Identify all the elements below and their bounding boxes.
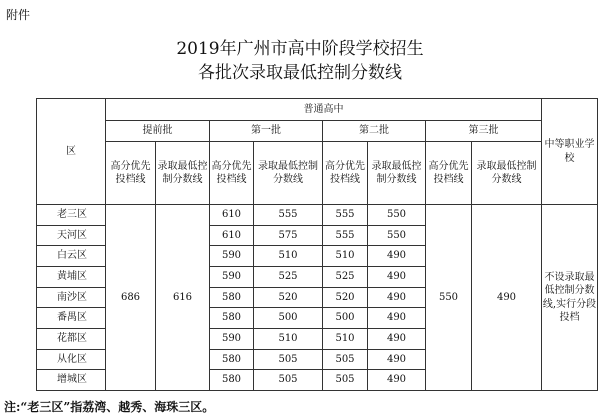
second-priority-value: 500 bbox=[323, 308, 368, 329]
first-min-value: 575 bbox=[254, 225, 323, 246]
district-cell: 南沙区 bbox=[37, 287, 106, 308]
early-min-col-header: 录取最低控制分数线 bbox=[156, 142, 210, 205]
second-priority-value: 510 bbox=[323, 246, 368, 267]
document-title-line2: 各批次录取最低控制分数线 bbox=[198, 63, 402, 83]
first-priority-value: 590 bbox=[210, 266, 254, 287]
footnote: 注:“老三区”指荔湾、越秀、海珠三区。 bbox=[4, 400, 215, 414]
first-min-value: 555 bbox=[254, 205, 323, 226]
first-min-value: 510 bbox=[254, 246, 323, 267]
first-min-value: 505 bbox=[254, 370, 323, 391]
second-min-value: 490 bbox=[368, 287, 426, 308]
second-priority-value: 555 bbox=[323, 225, 368, 246]
vocational-note: 不设录取最低控制分数线,实行分段投档 bbox=[542, 205, 598, 391]
first-priority-value: 610 bbox=[210, 225, 254, 246]
second-min-value: 490 bbox=[368, 246, 426, 267]
second-priority-value: 505 bbox=[323, 370, 368, 391]
early-priority-value: 686 bbox=[106, 205, 156, 391]
early-priority-col-header: 高分优先投档线 bbox=[106, 142, 156, 205]
second-min-value: 490 bbox=[368, 370, 426, 391]
first-min-col-header: 录取最低控制分数线 bbox=[254, 142, 323, 205]
second-min-col-header: 录取最低控制分数线 bbox=[368, 142, 426, 205]
third-min-col-header: 录取最低控制分数线 bbox=[472, 142, 542, 205]
first-min-value: 500 bbox=[254, 308, 323, 329]
second-priority-value: 520 bbox=[323, 287, 368, 308]
attachment-label: 附件 bbox=[6, 8, 31, 22]
district-cell: 番禺区 bbox=[37, 308, 106, 329]
first-priority-value: 590 bbox=[210, 328, 254, 349]
second-min-value: 550 bbox=[368, 225, 426, 246]
district-cell: 花都区 bbox=[37, 328, 106, 349]
second-min-value: 490 bbox=[368, 308, 426, 329]
third-priority-value: 550 bbox=[426, 205, 472, 391]
second-priority-value: 555 bbox=[323, 205, 368, 226]
batch-second-header: 第二批 bbox=[323, 121, 426, 142]
first-min-value: 520 bbox=[254, 287, 323, 308]
second-priority-col-header: 高分优先投档线 bbox=[323, 142, 368, 205]
first-priority-value: 580 bbox=[210, 308, 254, 329]
first-priority-value: 580 bbox=[210, 349, 254, 370]
table-row bbox=[37, 205, 598, 226]
batch-third-header: 第三批 bbox=[426, 121, 542, 142]
first-priority-value: 590 bbox=[210, 246, 254, 267]
district-cell: 天河区 bbox=[37, 225, 106, 246]
first-min-value: 505 bbox=[254, 349, 323, 370]
first-priority-value: 580 bbox=[210, 370, 254, 391]
vocational-school-header: 中等职业学校 bbox=[542, 99, 598, 205]
second-min-value: 490 bbox=[368, 349, 426, 370]
first-priority-col-header: 高分优先投档线 bbox=[210, 142, 254, 205]
batch-first-header: 第一批 bbox=[210, 121, 323, 142]
first-min-value: 525 bbox=[254, 266, 323, 287]
district-header: 区 bbox=[37, 99, 106, 205]
second-min-value: 490 bbox=[368, 328, 426, 349]
second-priority-value: 525 bbox=[323, 266, 368, 287]
third-min-value: 490 bbox=[472, 205, 542, 391]
score-table bbox=[36, 98, 598, 391]
district-cell: 老三区 bbox=[37, 205, 106, 226]
second-min-value: 490 bbox=[368, 266, 426, 287]
district-cell: 黄埔区 bbox=[37, 266, 106, 287]
first-priority-value: 610 bbox=[210, 205, 254, 226]
second-priority-value: 510 bbox=[323, 328, 368, 349]
batch-early-header: 提前批 bbox=[106, 121, 210, 142]
second-priority-value: 505 bbox=[323, 349, 368, 370]
third-priority-col-header: 高分优先投档线 bbox=[426, 142, 472, 205]
district-cell: 白云区 bbox=[37, 246, 106, 267]
district-cell: 增城区 bbox=[37, 370, 106, 391]
second-min-value: 550 bbox=[368, 205, 426, 226]
district-cell: 从化区 bbox=[37, 349, 106, 370]
general-high-school-header: 普通高中 bbox=[106, 99, 542, 121]
first-priority-value: 580 bbox=[210, 287, 254, 308]
first-min-value: 510 bbox=[254, 328, 323, 349]
early-min-value: 616 bbox=[156, 205, 210, 391]
document-title-line1: 2019年广州市高中阶段学校招生 bbox=[176, 39, 424, 59]
